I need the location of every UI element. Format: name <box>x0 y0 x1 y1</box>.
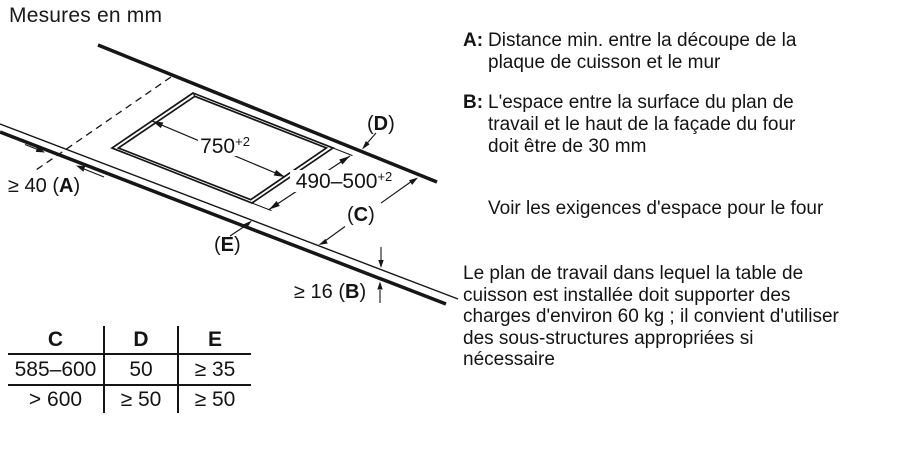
label-d-text: (D) <box>367 113 395 135</box>
arrowhead <box>76 166 85 172</box>
note-b <box>463 92 863 158</box>
cell-d1: 50 <box>104 354 178 385</box>
table-header-row <box>8 326 251 354</box>
note-a-text <box>488 30 863 74</box>
note-b-text <box>488 92 863 158</box>
extension-line <box>252 203 272 211</box>
note-load-capacity <box>463 263 895 371</box>
note-b-line: L'espace entre la surface du plan de <box>488 92 794 113</box>
label-b-text: ≥ 16 (B) <box>294 281 367 303</box>
note-oven-space <box>488 198 888 220</box>
table-row <box>8 385 251 413</box>
dim-depth-value: $490-500^{+2}$ <box>295 169 393 193</box>
cell-c2: > 600 <box>28 387 83 411</box>
table-row <box>8 354 251 385</box>
note-load-line: des sous-structures appropriées si <box>463 327 754 349</box>
note-load-capacity-text <box>463 263 895 371</box>
note-b-label: B: <box>463 92 484 113</box>
note-load-line: Le plan de travail dans lequel la table de <box>463 263 804 284</box>
label-back-edge-d <box>362 113 395 150</box>
cell-e2: ≥ 50 <box>194 387 236 411</box>
cell-d2: ≥ 50 <box>104 385 178 413</box>
arrowhead <box>377 282 382 290</box>
arrowhead <box>274 170 285 177</box>
note-a-label: A: <box>463 30 484 51</box>
col-header-d: D <box>104 326 178 354</box>
cell-c1: 585–600 <box>8 354 104 385</box>
label-c-text: (C) <box>347 204 375 226</box>
col-header-e: E <box>178 326 251 354</box>
page-title: Mesures en mm <box>9 4 163 27</box>
note-a-line: Distance min. entre la découpe de la <box>488 30 797 51</box>
note-a <box>463 30 863 74</box>
leader-line <box>325 227 345 242</box>
col-header-c: C <box>8 326 104 354</box>
extension-line <box>333 148 353 156</box>
label-front-clearance-e <box>214 221 252 257</box>
note-load-line: cuisson est installée doit supporter des <box>463 284 791 306</box>
label-a-text: ≥ 40 (A) <box>8 175 81 197</box>
note-oven-space-text: Voir les exigences d'espace pour le four <box>488 198 824 219</box>
arrowhead <box>339 156 350 165</box>
note-b-line: doit être de 30 mm <box>488 136 647 157</box>
cell-e1: ≥ 35 <box>178 354 251 385</box>
dimension-table <box>8 326 251 413</box>
note-load-line: nécessaire <box>463 349 555 370</box>
note-a-line: plaque de cuisson et le mur <box>488 52 721 73</box>
installation-diagram <box>0 0 460 320</box>
arrowhead <box>269 201 280 210</box>
arrowhead <box>409 178 418 185</box>
wall-dashed-line <box>36 77 171 170</box>
note-b-line: travail et le haut de la façade du four <box>488 114 796 135</box>
arrowhead <box>378 260 383 268</box>
label-e-text: (E) <box>214 234 241 256</box>
dim-width-value: $750^{+2}$ <box>200 134 250 158</box>
note-load-line: charges d'environ 60 kg ; il convient d'utiliser <box>463 306 839 327</box>
